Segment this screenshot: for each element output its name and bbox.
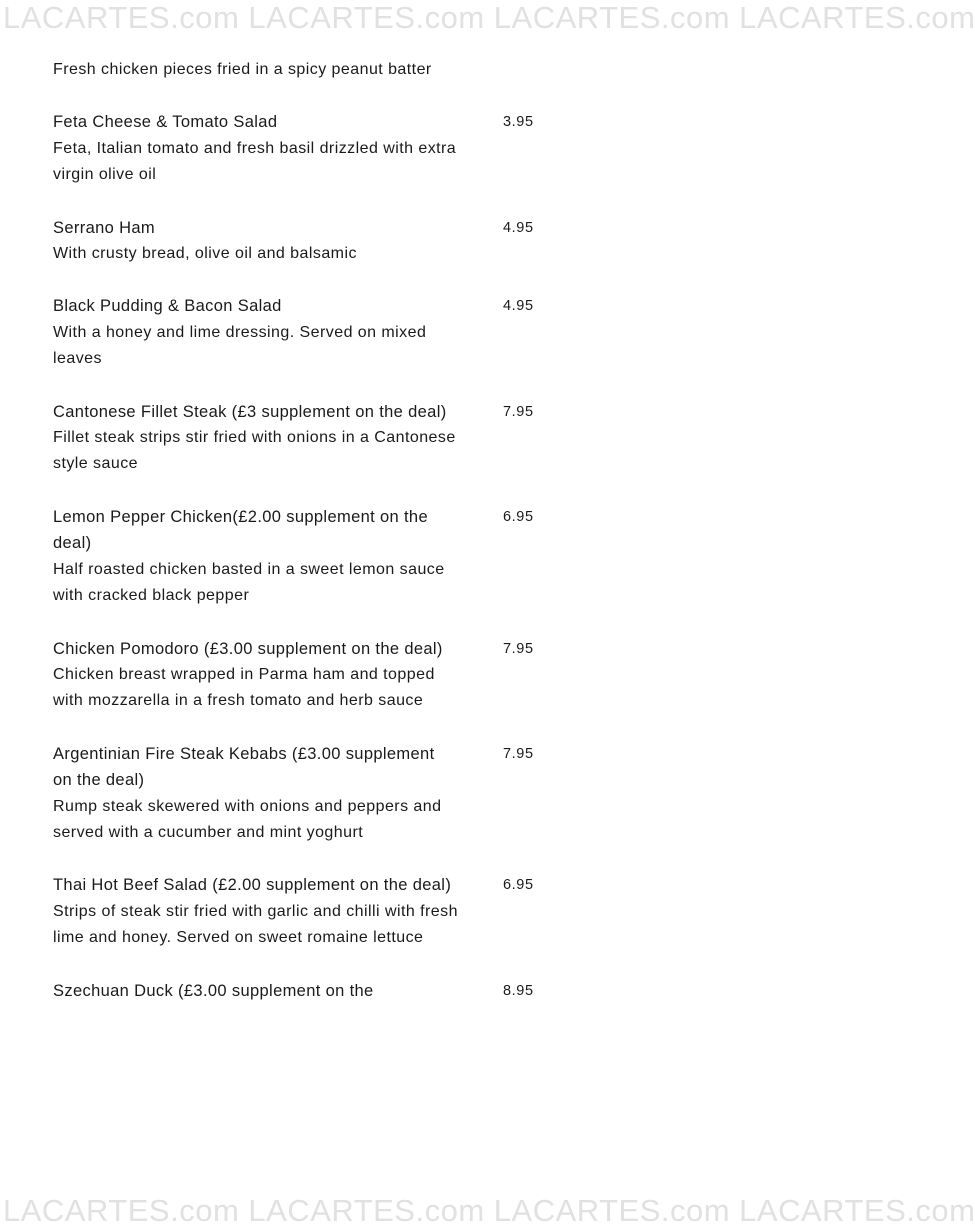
- menu-item: [53, 399, 573, 478]
- item-price: 6.95: [503, 508, 534, 525]
- item-price: 4.95: [503, 219, 534, 236]
- item-description: Chicken breast wrapped in Parma ham and topped with mozzarella in a fresh tomato and herb sauce: [53, 665, 435, 710]
- menu-item: [53, 741, 573, 847]
- item-description: Strips of steak stir fried with garlic and chilli with fresh lime and honey. Served on sweet romaine lettuce: [53, 902, 458, 947]
- menu-item: [53, 872, 573, 951]
- menu-item: [53, 504, 573, 610]
- item-price: 7.95: [503, 640, 534, 657]
- item-price: 8.95: [503, 982, 534, 999]
- watermark-bottom: LACARTES.com LACARTES.com LACARTES.com LACARTES.com: [3, 1193, 975, 1228]
- menu-item: [53, 57, 573, 83]
- menu-item: [53, 109, 573, 188]
- menu-item: [53, 215, 573, 268]
- item-description: With crusty bread, olive oil and balsamic: [53, 245, 357, 263]
- watermark-top: LACARTES.com LACARTES.com LACARTES.com LACARTES.com: [3, 0, 975, 35]
- item-description: With a honey and lime dressing. Served on mixed leaves: [53, 323, 427, 368]
- item-price: 6.95: [503, 877, 534, 894]
- item-description: Half roasted chicken basted in a sweet lemon sauce with cracked black pepper: [53, 560, 445, 605]
- item-name: Black Pudding & Bacon Salad: [53, 297, 282, 316]
- item-name: Serrano Ham: [53, 218, 155, 237]
- item-price: 7.95: [503, 403, 534, 420]
- item-name: Lemon Pepper Chicken(£2.00 supplement on the deal): [53, 507, 428, 553]
- item-name: Argentinian Fire Steak Kebabs (£3.00 supplement on the deal): [53, 744, 435, 790]
- item-description: Rump steak skewered with onions and peppers and served with a cucumber and mint yoghurt: [53, 797, 442, 841]
- menu-item: [53, 978, 573, 1004]
- item-name: Szechuan Duck (£3.00 supplement on the: [53, 981, 374, 1000]
- item-price: 4.95: [503, 298, 534, 315]
- item-name: Cantonese Fillet Steak (£3 supplement on the deal): [53, 402, 447, 421]
- item-name: Feta Cheese & Tomato Salad: [53, 113, 278, 132]
- item-price: 3.95: [503, 114, 534, 131]
- menu-item: [53, 293, 573, 372]
- menu-list: [53, 57, 573, 1004]
- item-description: Feta, Italian tomato and fresh basil drizzled with extra virgin olive oil: [53, 139, 457, 184]
- item-description: Fresh chicken pieces fried in a spicy peanut batter: [53, 61, 432, 78]
- item-name: Thai Hot Beef Salad (£2.00 supplement on the deal): [53, 876, 452, 895]
- item-description: Fillet steak strips stir fried with onions in a Cantonese style sauce: [53, 429, 456, 473]
- item-price: 7.95: [503, 745, 534, 762]
- menu-item: [53, 636, 573, 715]
- item-name: Chicken Pomodoro (£3.00 supplement on the deal): [53, 639, 443, 658]
